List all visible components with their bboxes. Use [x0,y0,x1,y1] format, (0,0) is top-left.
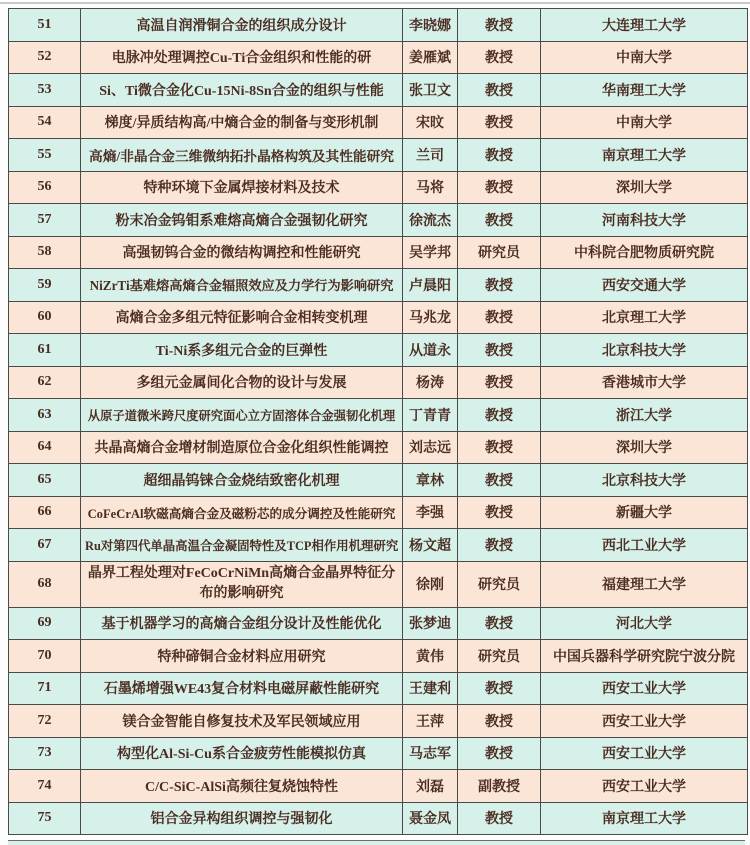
row-number: 66 [9,496,81,529]
row-number: 56 [9,171,81,204]
person-position: 教授 [458,171,541,204]
person-name: 刘志远 [403,431,458,464]
table-row [9,561,748,607]
affiliation: 深圳大学 [541,431,748,464]
table-row [9,106,748,139]
affiliation: 浙江大学 [541,399,748,432]
person-name: 马志军 [403,737,458,770]
person-name: 章林 [403,464,458,497]
table-row [9,366,748,399]
affiliation: 香港城市大学 [541,366,748,399]
project-title: C/C-SiC-AlSi高频往复烧蚀特性 [81,770,403,803]
table-row [9,640,748,673]
affiliation: 南京理工大学 [541,139,748,172]
affiliation: 西安工业大学 [541,672,748,705]
person-position: 教授 [458,204,541,237]
row-number: 72 [9,705,81,738]
row-number: 67 [9,529,81,562]
table-row [9,529,748,562]
affiliation: 河北大学 [541,607,748,640]
project-title: 从原子道微米跨尺度研究面心立方固溶体合金强韧化机理 [81,399,403,432]
row-number: 57 [9,204,81,237]
person-name: 从道永 [403,334,458,367]
person-position: 研究员 [458,561,541,607]
person-name: 徐刚 [403,561,458,607]
affiliation: 新疆大学 [541,496,748,529]
project-title: 电脉冲处理调控Cu-Ti合金组织和性能的研 [81,41,403,74]
row-number: 68 [9,561,81,607]
project-title: 铝合金异构组织调控与强韧化 [81,802,403,835]
row-number: 60 [9,301,81,334]
person-position: 教授 [458,139,541,172]
person-position: 教授 [458,269,541,302]
table-row [9,607,748,640]
row-number: 59 [9,269,81,302]
project-title: 高温自润滑铜合金的组织成分设计 [81,9,403,42]
table-row [9,399,748,432]
person-name: 李强 [403,496,458,529]
person-position: 教授 [458,334,541,367]
project-title: Ti-Ni系多组元合金的巨弹性 [81,334,403,367]
row-number: 63 [9,399,81,432]
person-position: 研究员 [458,640,541,673]
person-name: 马兆龙 [403,301,458,334]
project-title: 晶界工程处理对FeCoCrNiMn高熵合金晶界特征分布的影响研究 [81,561,403,607]
project-title: Si、Ti微合金化Cu-15Ni-8Sn合金的组织与性能 [81,74,403,107]
affiliation: 中国兵器科学研究院宁波分院 [541,640,748,673]
person-position: 教授 [458,529,541,562]
person-name: 刘磊 [403,770,458,803]
project-title: 构型化Al-Si-Cu系合金疲劳性能模拟仿真 [81,737,403,770]
row-number: 53 [9,74,81,107]
affiliation: 北京科技大学 [541,334,748,367]
table-row [9,74,748,107]
person-name: 王萍 [403,705,458,738]
row-number: 74 [9,770,81,803]
row-number: 70 [9,640,81,673]
affiliation: 北京科技大学 [541,464,748,497]
person-position: 教授 [458,496,541,529]
row-number: 65 [9,464,81,497]
project-title: 多组元金属间化合物的设计与发展 [81,366,403,399]
person-position: 副教授 [458,770,541,803]
row-number: 58 [9,236,81,269]
row-number: 62 [9,366,81,399]
project-title: 粉末冶金钨钼系难熔高熵合金强韧化研究 [81,204,403,237]
affiliation: 西安交通大学 [541,269,748,302]
table-row [9,236,748,269]
row-number: 71 [9,672,81,705]
table-row [9,204,748,237]
person-name: 张梦迪 [403,607,458,640]
table-row [9,301,748,334]
person-name: 兰司 [403,139,458,172]
person-position: 教授 [458,74,541,107]
table-row [9,171,748,204]
affiliation: 南京理工大学 [541,802,748,835]
table-row [9,269,748,302]
row-number: 64 [9,431,81,464]
person-name: 杨文超 [403,529,458,562]
affiliation: 华南理工大学 [541,74,748,107]
table-row [9,9,748,42]
person-name: 姜雁斌 [403,41,458,74]
project-title: CoFeCrAl软磁高熵合金及磁粉芯的成分调控及性能研究 [81,496,403,529]
table-row [9,41,748,74]
project-title: 超细晶钨铼合金烧结致密化机理 [81,464,403,497]
person-position: 教授 [458,607,541,640]
row-number: 69 [9,607,81,640]
person-name: 王建利 [403,672,458,705]
affiliation: 中科院合肥物质研究院 [541,236,748,269]
project-title: 高熵合金多组元特征影响合金相转变机理 [81,301,403,334]
table-row [9,496,748,529]
affiliation: 大连理工大学 [541,9,748,42]
person-name: 吴学邦 [403,236,458,269]
project-title: 高强韧钨合金的微结构调控和性能研究 [81,236,403,269]
affiliation: 河南科技大学 [541,204,748,237]
table-row [9,431,748,464]
person-name: 马将 [403,171,458,204]
project-title: 梯度/异质结构高/中熵合金的制备与变形机制 [81,106,403,139]
project-title: 石墨烯增强WE43复合材料电磁屏蔽性能研究 [81,672,403,705]
affiliation: 西安工业大学 [541,737,748,770]
row-number: 55 [9,139,81,172]
person-position: 教授 [458,431,541,464]
top-divider-line [0,2,750,4]
table-row [9,802,748,835]
affiliation: 西安工业大学 [541,770,748,803]
person-name: 宋旼 [403,106,458,139]
row-number: 75 [9,802,81,835]
row-number: 51 [9,9,81,42]
row-number: 61 [9,334,81,367]
person-position: 教授 [458,9,541,42]
affiliation: 西北工业大学 [541,529,748,562]
person-name: 卢晨阳 [403,269,458,302]
person-position: 研究员 [458,236,541,269]
person-position: 教授 [458,464,541,497]
person-name: 张卫文 [403,74,458,107]
person-name: 杨涛 [403,366,458,399]
project-title: 镁合金智能自修复技术及军民领域应用 [81,705,403,738]
table-row [9,705,748,738]
next-row-sliver [8,840,745,845]
person-name: 徐流杰 [403,204,458,237]
research-projects-table [8,8,748,835]
table-row [9,737,748,770]
affiliation: 深圳大学 [541,171,748,204]
table-body [9,9,748,835]
project-title: 基于机器学习的高熵合金组分设计及性能优化 [81,607,403,640]
person-name: 聂金凤 [403,802,458,835]
project-title: 共晶高熵合金增材制造原位合金化组织性能调控 [81,431,403,464]
person-position: 教授 [458,737,541,770]
affiliation: 北京理工大学 [541,301,748,334]
project-title: NiZrTi基难熔高熵合金辐照效应及力学行为影响研究 [81,269,403,302]
row-number: 52 [9,41,81,74]
row-number: 54 [9,106,81,139]
person-name: 黄伟 [403,640,458,673]
project-title: 特种环境下金属焊接材料及技术 [81,171,403,204]
person-position: 教授 [458,366,541,399]
project-title: Ru对第四代单晶高温合金凝固特性及TCP相作用机理研究 [81,529,403,562]
person-position: 教授 [458,672,541,705]
person-position: 教授 [458,41,541,74]
person-position: 教授 [458,301,541,334]
person-position: 教授 [458,705,541,738]
table-row [9,139,748,172]
table-row [9,464,748,497]
person-position: 教授 [458,399,541,432]
person-position: 教授 [458,802,541,835]
project-title: 高熵/非晶合金三维微纳拓扑晶格构筑及其性能研究 [81,139,403,172]
person-name: 李晓娜 [403,9,458,42]
table-row [9,672,748,705]
row-number: 73 [9,737,81,770]
table-row [9,334,748,367]
affiliation: 西安工业大学 [541,705,748,738]
affiliation: 福建理工大学 [541,561,748,607]
person-position: 教授 [458,106,541,139]
project-title: 特种碲铜合金材料应用研究 [81,640,403,673]
table-row [9,770,748,803]
person-name: 丁青青 [403,399,458,432]
affiliation: 中南大学 [541,106,748,139]
affiliation: 中南大学 [541,41,748,74]
